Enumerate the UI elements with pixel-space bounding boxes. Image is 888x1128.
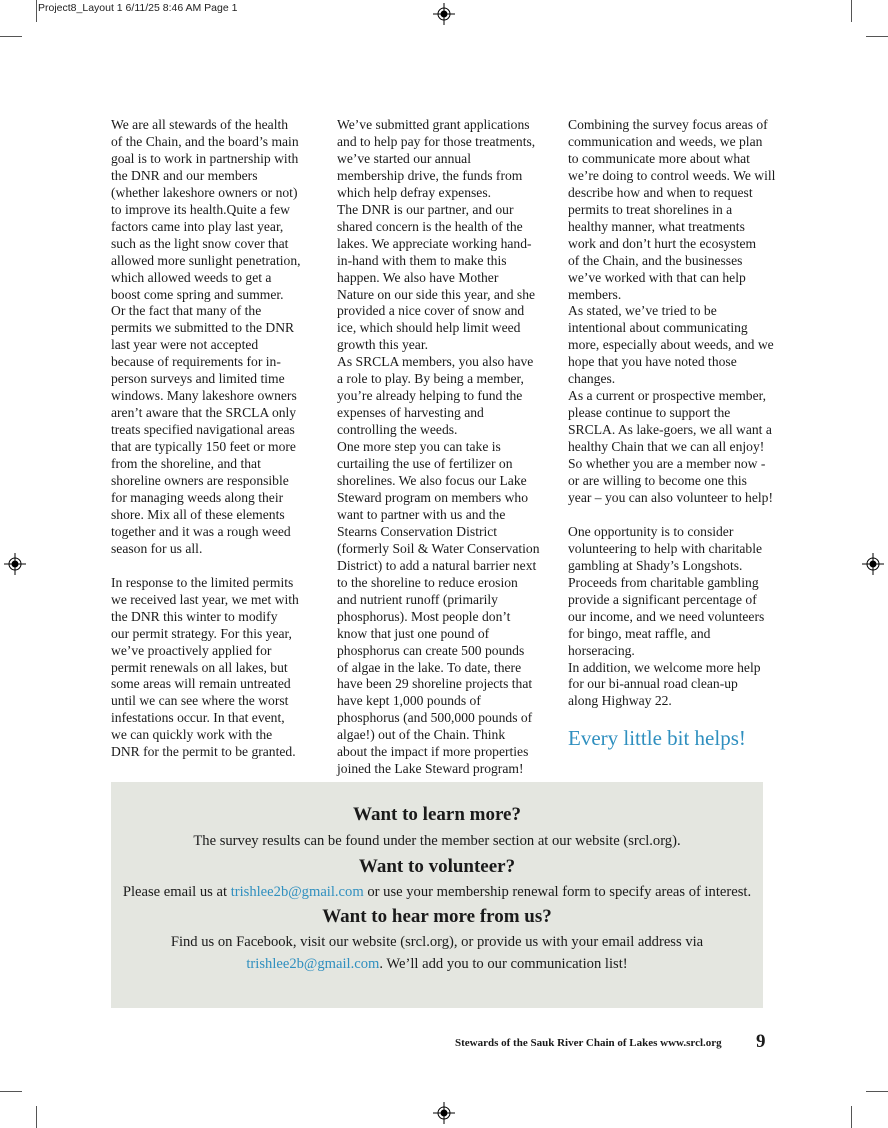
learn-more-heading: Want to learn more? xyxy=(353,804,521,825)
crop-mark xyxy=(36,0,37,22)
volunteer-text-post: or use your membership renewal form to specify areas of interest. xyxy=(363,884,752,900)
volunteer-text xyxy=(111,884,763,901)
crop-mark xyxy=(866,1091,888,1092)
crop-mark xyxy=(36,1106,37,1128)
hear-more-heading: Want to hear more from us? xyxy=(322,906,552,927)
crop-mark xyxy=(866,36,888,37)
slug-line: Project8_Layout 1 6/11/25 8:46 AM Page 1 xyxy=(38,2,238,14)
hear-more-text: Find us on Facebook, visit our website (srcl.org), or provide us with your email address via xyxy=(170,934,704,950)
footer-text: Stewards of the Sauk River Chain of Lakes www.srcl.org xyxy=(455,1037,722,1049)
registration-mark-icon xyxy=(433,1102,455,1124)
crop-mark xyxy=(851,0,852,22)
registration-mark-icon xyxy=(862,553,884,575)
article-column-3: Combining the survey focus areas of communication and weeds, we plan to communicate more about what we’re doing to control weeds. We will describe how and when to request permits to treat shorelines in a healthy manner, what treatments work and don’t hurt the ecosystem of the Chain, and the businesses we’ve worked with that can help members. As stated, we’ve tried to be intentional about communicating more, especially about weeds, and we hope that you have noted those changes. As a current or prospective member, please continue to support the SRCLA. As lake-goers, we all want a healthy Chain that we can all enjoy! So whether you are a member now - or are willing to become one this year – you can also volunteer to help! One opportunity is to consider volunteering to help with charitable gambling at Shady’s Longshots. Proceeds from charitable gambling provide a significant percentage of our income, and we need volunteers for bingo, meat raffle, and horseracing. In addition, we welcome more help for our bi-annual road clean-up along Highway 22. xyxy=(568,117,776,709)
email-link[interactable]: trishlee2b@gmail.com xyxy=(230,884,364,900)
crop-mark xyxy=(851,1106,852,1128)
crop-mark xyxy=(0,1091,22,1092)
article-column-2: We’ve submitted grant applications and to help pay for those treatments, we’ve started our annual membership drive, the funds from which help defray expenses. The DNR is our partner, and our shared concern is the health of the lakes. We appreciate working hand- in-hand with them to make this happen. We also have Mother Nature on our side this year, and she provided a nice cover of snow and ice, which should help limit weed growth this year. As SRCLA members, you also have a role to play. By being a member, you’re already helping to fund the expenses of harvesting and controlling the weeds. One more step you can take is curtailing the use of fertilizer on shorelines. We also focus our Lake Steward program on members who want to partner with us and the Stearns Conservation District (formerly Soil & Water Conservation District) to add a natural barrier next to the shoreline to reduce erosion and nutrient runoff (primarily phosphorus). Most people don’t know that just one pound of phosphorus can create 500 pounds of algae in the lake. To date, there have been 29 shoreline projects that have kept 1,000 pounds of phosphorus (and 500,000 pounds of algae!) out of the Chain. Think about the impact if more properties joined the Lake Steward program! xyxy=(337,117,540,777)
volunteer-heading: Want to volunteer? xyxy=(358,856,516,877)
page-number: 9 xyxy=(756,1031,766,1052)
info-box xyxy=(111,782,763,1008)
registration-mark-icon xyxy=(433,3,455,25)
crop-mark xyxy=(0,36,22,37)
hear-more-text-line2 xyxy=(111,956,763,973)
email-link[interactable]: trishlee2b@gmail.com xyxy=(246,956,380,972)
learn-more-text: The survey results can be found under the member section at our website (srcl.org). xyxy=(193,833,681,849)
volunteer-text-pre: Please email us at xyxy=(122,884,231,900)
hear-more-post: . We’ll add you to our communication list! xyxy=(379,956,628,972)
registration-mark-icon xyxy=(4,553,26,575)
tagline: Every little bit helps! xyxy=(568,726,746,750)
article-column-1: We are all stewards of the health of the Chain, and the board’s main goal is to work in partnership with the DNR and our members (whether lakeshore owners or not) to improve its health.Quite a few factors came into play last year, such as the light snow cover that allowed more sunlight penetration, which allowed weeds to get a boost come spring and summer. Or the fact that many of the permits we submitted to the DNR last year were not accepted because of requirements for in- person surveys and limited time windows. Many lakeshore owners aren’t aware that the SRCLA only treats specified navigational areas that are typically 150 feet or more from the shoreline, and that shoreline owners are responsible for managing weeds along their shore. Mix all of these elements together and it was a rough weed season for us all. In response to the limited permits we received last year, we met with the DNR this winter to modify our permit strategy. For this year, we’ve proactively applied for permit renewals on all lakes, but some areas will remain untreated until we can see where the worst infestations occur. In that event, we can quickly work with the DNR for the permit to be granted. xyxy=(111,117,301,760)
